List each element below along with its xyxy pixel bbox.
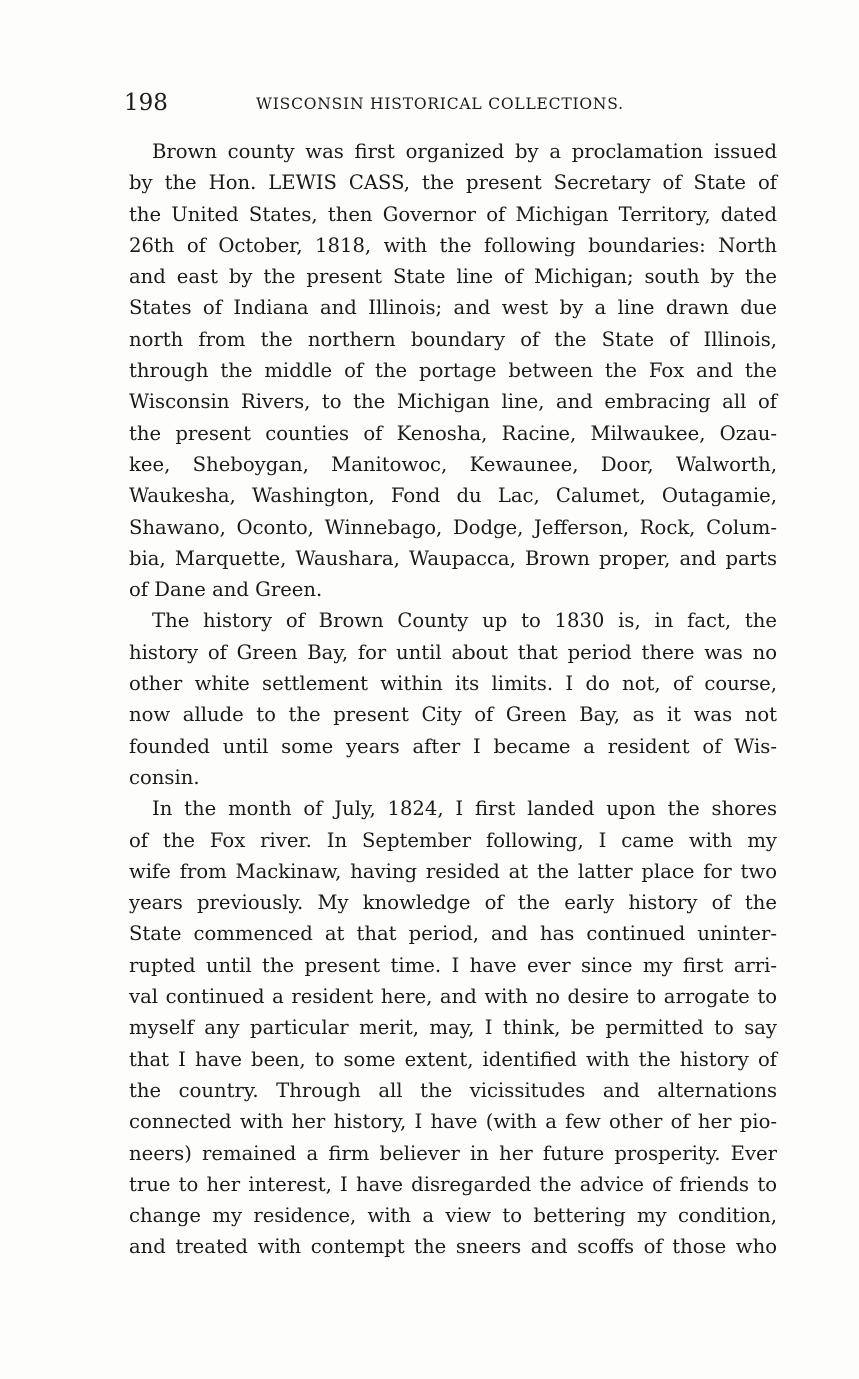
- text-line: the country. Through all the vicissitudes and alternations: [129, 1078, 777, 1102]
- text-line: of the Fox river. In September following, I came with my: [129, 828, 777, 852]
- text-line: wife from Mackinaw, having resided at the latter place for two: [129, 859, 777, 883]
- text-line: now allude to the present City of Green Bay, as it was not: [129, 703, 777, 727]
- text-line: Waukesha, Washington, Fond du Lac, Calumet, Outagamie,: [129, 484, 777, 508]
- text-line: the present counties of Kenosha, Racine, Milwaukee, Ozau-: [129, 421, 777, 445]
- text-line: rupted until the present time. I have ever since my first arri-: [129, 953, 777, 977]
- text-line: that I have been, to some extent, identified with the history of: [129, 1047, 777, 1071]
- running-head: [124, 88, 774, 118]
- text-line: north from the northern boundary of the State of Illinois,: [129, 327, 777, 351]
- text-line: connected with her history, I have (with a few other of her pio-: [129, 1110, 777, 1134]
- text-line: founded until some years after I became a resident of Wis-: [129, 734, 777, 758]
- running-head-title: WISCONSIN HISTORICAL COLLECTIONS.: [256, 95, 624, 113]
- text-line: Shawano, Oconto, Winnebago, Dodge, Jefferson, Rock, Colum-: [129, 515, 777, 539]
- text-line: and east by the present State line of Michigan; south by the: [129, 265, 777, 289]
- text-line: 26th of October, 1818, with the following boundaries: North: [129, 233, 777, 257]
- paragraph-1: [129, 136, 777, 605]
- text-line: the United States, then Governor of Michigan Territory, dated: [129, 202, 777, 226]
- text-line: true to her interest, I have disregarded the advice of friends to: [129, 1172, 777, 1196]
- text-line: val continued a resident here, and with no desire to arrogate to: [129, 985, 777, 1009]
- text-line: neers) remained a firm believer in her future prosperity. Ever: [129, 1141, 777, 1165]
- text-line: myself any particular merit, may, I think, be permitted to say: [129, 1016, 777, 1040]
- text-line: States of Indiana and Illinois; and west by a line drawn due: [129, 296, 777, 320]
- text-line: history of Green Bay, for until about that period there was no: [129, 640, 777, 664]
- text-line: kee, Sheboygan, Manitowoc, Kewaunee, Door, Walworth,: [129, 452, 777, 476]
- paragraph-3: [129, 793, 777, 1262]
- text-line: by the Hon. LEWIS CASS, the present Secretary of State of: [129, 171, 777, 195]
- page-number: 198: [124, 90, 168, 116]
- text-line: and treated with contempt the sneers and scoffs of those who: [129, 1235, 777, 1259]
- body-text: [129, 136, 777, 1263]
- text-line: change my residence, with a view to bettering my condition,: [129, 1204, 777, 1228]
- text-line: Brown county was first organized by a proclamation issued: [152, 140, 777, 163]
- text-line: In the month of July, 1824, I first landed upon the shores: [152, 797, 777, 821]
- text-line: consin.: [129, 765, 200, 789]
- paragraph-2: [129, 605, 777, 793]
- text-line: of Dane and Green.: [129, 578, 323, 602]
- text-line: years previously. My knowledge of the early history of the: [129, 891, 777, 915]
- text-line: bia, Marquette, Waushara, Waupacca, Brown proper, and parts: [129, 546, 777, 570]
- text-line: Wisconsin Rivers, to the Michigan line, and embracing all of: [129, 390, 777, 414]
- text-line: State commenced at that period, and has continued uninter-: [129, 922, 777, 946]
- text-line: other white settlement within its limits. I do not, of course,: [129, 672, 777, 696]
- text-line: The history of Brown County up to 1830 is, in fact, the: [152, 609, 777, 633]
- text-line: through the middle of the portage between the Fox and the: [129, 359, 777, 383]
